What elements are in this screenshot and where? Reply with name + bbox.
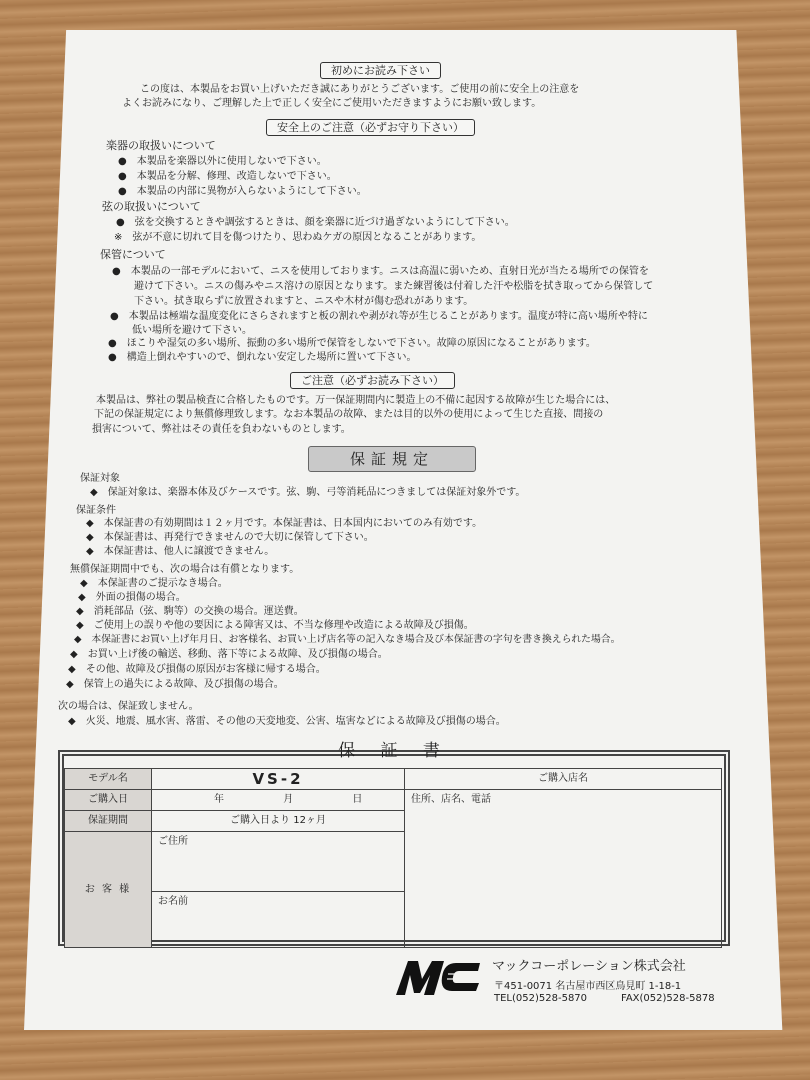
name-label: お名前 bbox=[158, 896, 188, 907]
safety-heading: 安全上のご注意（必ずお守り下さい） bbox=[266, 119, 475, 136]
notice-line: 損害について、弊社はその責任を負わないものとします。 bbox=[92, 424, 351, 435]
instrument-item: ● 本製品を楽器以外に使用しないで下さい。 bbox=[118, 156, 327, 167]
paid-title: 無償保証期間中でも、次の場合は有償となります。 bbox=[70, 564, 300, 575]
instrument-item: ● 本製品の内部に異物が入らないようにして下さい。 bbox=[118, 186, 367, 197]
instrument-title: 楽器の取扱いについて bbox=[106, 139, 216, 152]
name-field[interactable] bbox=[152, 892, 405, 948]
intro-line-2: よくお読みになり、ご理解した上で正しく安全にご使用いただきますようにお願い致します。 bbox=[122, 98, 542, 109]
storage-line: 避けて下さい。ニスの傷みやニス溶けの原因となります。また練習後は付着した汗や松脂を拭き取ってから保管して bbox=[134, 281, 654, 292]
mc-logo-mark bbox=[392, 957, 486, 997]
paid-item: ◆ 消耗部品（弦、駒等）の交換の場合。運送費。 bbox=[76, 606, 304, 617]
day-unit: 日 bbox=[352, 794, 363, 805]
storage-item: ● 本製品は極端な温度変化にさらされますと板の割れや剥がれ等が生じることがあります。温度が特に高い場所や特に bbox=[110, 311, 648, 322]
target-item: ◆ 保証対象は、楽器本体及びケースです。弦、駒、弓等消耗品につきましては保証対象外です。 bbox=[90, 487, 526, 498]
storage-item: ● 構造上倒れやすいので、倒れない安定した場所に置いて下さい。 bbox=[108, 352, 417, 363]
cond-item: ◆ 本保証書は、他人に譲渡できません。 bbox=[86, 546, 275, 557]
intro-line-1: この度は、本製品をお買い上げいただき誠にありがとうございます。ご使用の前に安全上の注意を bbox=[140, 84, 580, 95]
date-label: ご購入日 bbox=[65, 790, 152, 811]
notice-line: 本製品は、弊社の製品検査に合格したものです。万一保証期間内に製造上の不備に起因する故障が生じた場合には、 bbox=[96, 395, 616, 406]
period-label: 保証期間 bbox=[65, 811, 152, 832]
paid-item: ◆ その他、故障及び損傷の原因がお客様に帰する場合。 bbox=[68, 664, 326, 675]
notice-heading: ご注意（必ずお読み下さい） bbox=[290, 372, 455, 389]
month-unit: 月 bbox=[283, 794, 294, 805]
strings-title: 弦の取扱いについて bbox=[102, 200, 201, 213]
intro-heading: 初めにお読み下さい bbox=[320, 62, 441, 79]
strings-item: ※ 弦が不意に切れて目を傷つけたり、思わぬケガの原因となることがあります。 bbox=[114, 232, 482, 243]
card-title: 保 証 書 bbox=[338, 741, 450, 761]
paid-item: ◆ 本保証書のご提示なき場合。 bbox=[80, 578, 228, 589]
date-value bbox=[152, 790, 405, 811]
none-title: 次の場合は、保証致しません。 bbox=[58, 701, 199, 712]
cond-item: ◆ 本保証書の有効期間は１２ヶ月です。本保証書は、日本国内においてのみ有効です。 bbox=[86, 518, 483, 529]
year-unit: 年 bbox=[214, 794, 224, 805]
paid-item: ◆ お買い上げ後の輸送、移動、落下等による故障、及び損傷の場合。 bbox=[70, 649, 388, 660]
model-value: VS-2 bbox=[152, 769, 405, 790]
warranty-table bbox=[64, 768, 722, 948]
model-label: モデル名 bbox=[65, 769, 152, 790]
company-tel: TEL(052)528-5870 bbox=[494, 993, 588, 1004]
company-logo bbox=[392, 957, 486, 997]
instrument-item: ● 本製品を分解、修理、改造しないで下さい。 bbox=[118, 171, 337, 182]
company-address: 〒451-0071 名古屋市西区鳥見町 1-18-1 bbox=[494, 981, 682, 992]
paid-item: ◆ 外面の損傷の場合。 bbox=[78, 592, 186, 603]
storage-title: 保管について bbox=[100, 248, 166, 261]
strings-item: ● 弦を交換するときや調弦するときは、顔を楽器に近づけ過ぎないようにして下さい。 bbox=[116, 217, 515, 228]
customer-label: お 客 様 bbox=[65, 832, 152, 948]
paid-item: ◆ 保管上の過失による故障、及び損傷の場合。 bbox=[66, 679, 284, 690]
company-fax: FAX(052)528-5878 bbox=[621, 993, 715, 1004]
storage-line: 低い場所を避けて下さい。 bbox=[132, 325, 252, 336]
storage-item: ● ほこりや湿気の多い場所、振動の多い場所で保管をしないで下さい。故障の原因になることがあります。 bbox=[108, 338, 596, 349]
company-name: マックコーポレーション株式会社 bbox=[492, 959, 686, 974]
cond-item: ◆ 本保証書は、再発行できませんので大切に保管して下さい。 bbox=[86, 532, 374, 543]
paid-item: ◆ 本保証書にお買い上げ年月日、お客様名、お買い上げ店名等の記入なき場合及び本保証書の字句を書き換えられた場合。 bbox=[74, 634, 621, 645]
storage-item: ● 本製品の一部モデルにおいて、ニスを使用しております。ニスは高温に弱いため、直射日光が当たる場所での保管を bbox=[112, 266, 649, 277]
storage-line: 下さい。拭き取らずに放置されますと、ニスや木材が傷む恐れがあります。 bbox=[134, 296, 474, 307]
address-field[interactable] bbox=[152, 832, 405, 892]
period-value: ご購入日より 12ヶ月 bbox=[152, 811, 405, 832]
none-item: ◆ 火災、地震、風水害、落雷、その他の天変地変、公害、塩害などによる故障及び損傷の場合。 bbox=[68, 716, 506, 727]
cond-title: 保証条件 bbox=[76, 505, 116, 516]
shop-fields: 住所、店名、電話 bbox=[405, 790, 722, 948]
paid-item: ◆ ご使用上の誤りや他の要因による障害又は、不当な修理や改造による故障及び損傷。 bbox=[76, 620, 474, 631]
shop-label: ご購入店名 bbox=[405, 769, 722, 790]
target-title: 保証対象 bbox=[80, 473, 120, 484]
terms-heading: 保証規定 bbox=[308, 446, 476, 472]
notice-line: 下記の保証規定により無償修理致します。なお本製品の故障、または目的以外の使用によって生じた直接、間接の bbox=[94, 409, 604, 420]
address-label: ご住所 bbox=[158, 836, 188, 847]
